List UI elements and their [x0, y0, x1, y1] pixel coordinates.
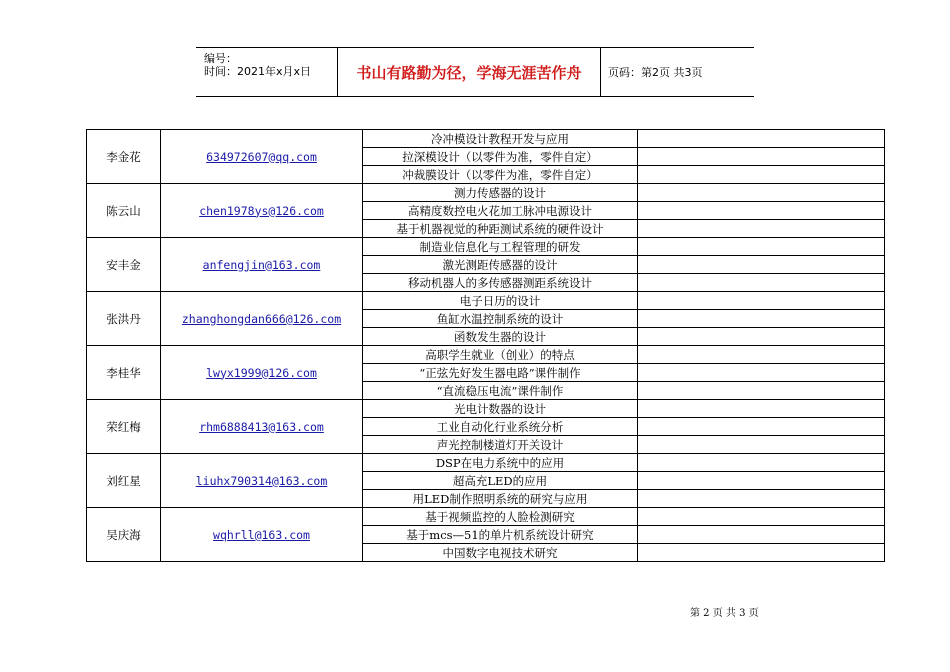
- blank-cell: [638, 346, 885, 364]
- table-row: [87, 238, 885, 256]
- topic-cell: 基于mcs—51的单片机系统设计研究: [363, 526, 638, 544]
- page-label: 页码：第2页 共3页: [608, 66, 703, 79]
- topic-cell: 高精度数控电火花加工脉冲电源设计: [363, 202, 638, 220]
- email-link[interactable]: 634972607@qq.com: [206, 149, 317, 164]
- blank-cell: [638, 526, 885, 544]
- advisor-email-cell: [161, 400, 363, 454]
- advisor-name: 吴庆海: [87, 508, 161, 562]
- topic-cell: 拉深模设计（以零件为准，零件自定）: [363, 148, 638, 166]
- blank-cell: [638, 292, 885, 310]
- blank-cell: [638, 490, 885, 508]
- blank-cell: [638, 382, 885, 400]
- blank-cell: [638, 508, 885, 526]
- topic-cell: 激光测距传感器的设计: [363, 256, 638, 274]
- advisor-email-cell: [161, 454, 363, 508]
- advisor-topic-table: [86, 129, 885, 562]
- topic-cell: 用LED制作照明系统的研究与应用: [363, 490, 638, 508]
- blank-cell: [638, 472, 885, 490]
- advisor-name: 陈云山: [87, 184, 161, 238]
- advisor-name: 张洪丹: [87, 292, 161, 346]
- blank-cell: [638, 454, 885, 472]
- email-link[interactable]: zhanghongdan666@126.com: [181, 311, 342, 326]
- blank-cell: [638, 400, 885, 418]
- motto: 书山有路勤为径，学海无涯苦作舟: [338, 48, 601, 96]
- topic-cell: 冷冲模设计教程开发与应用: [363, 130, 638, 148]
- advisor-name: 安丰金: [87, 238, 161, 292]
- email-link[interactable]: chen1978ys@126.com: [199, 203, 324, 218]
- blank-cell: [638, 328, 885, 346]
- table-row: [87, 400, 885, 418]
- topic-cell: 声光控制楼道灯开关设计: [363, 436, 638, 454]
- topic-cell: 测力传感器的设计: [363, 184, 638, 202]
- email-link[interactable]: rhm6888413@163.com: [199, 419, 324, 434]
- topic-cell: 鱼缸水温控制系统的设计: [363, 310, 638, 328]
- table-row: [87, 184, 885, 202]
- blank-cell: [638, 184, 885, 202]
- table-row: [87, 130, 885, 148]
- advisor-name: 李金花: [87, 130, 161, 184]
- header-info: [196, 48, 338, 96]
- time-label: 时间：2021年x月x日: [204, 65, 312, 78]
- blank-cell: [638, 436, 885, 454]
- blank-cell: [638, 166, 885, 184]
- table-row: [87, 454, 885, 472]
- topic-cell: “正弦先好发生器电路”课件制作: [363, 364, 638, 382]
- topic-cell: 高职学生就业（创业）的特点: [363, 346, 638, 364]
- topic-cell: 移动机器人的多传感器测距系统设计: [363, 274, 638, 292]
- page-footer: 第 2 页 共 3 页: [690, 608, 759, 619]
- topic-cell: 工业自动化行业系统分析: [363, 418, 638, 436]
- email-link[interactable]: anfengjin@163.com: [202, 257, 321, 272]
- topic-cell: 电子日历的设计: [363, 292, 638, 310]
- email-link[interactable]: liuhx790314@163.com: [195, 473, 328, 488]
- blank-cell: [638, 238, 885, 256]
- topic-cell: 基于视频监控的人脸检测研究: [363, 508, 638, 526]
- advisor-name: 李桂华: [87, 346, 161, 400]
- topic-cell: 冲裁膜设计（以零件为准，零件自定）: [363, 166, 638, 184]
- email-link[interactable]: wqhrll@163.com: [213, 527, 310, 542]
- blank-cell: [638, 364, 885, 382]
- email-link[interactable]: lwyx1999@126.com: [206, 365, 317, 380]
- advisor-name: 荣红梅: [87, 400, 161, 454]
- advisor-email-cell: [161, 346, 363, 400]
- blank-cell: [638, 256, 885, 274]
- number-label: 编号：: [204, 52, 237, 65]
- topic-cell: DSP在电力系统中的应用: [363, 454, 638, 472]
- blank-cell: [638, 544, 885, 562]
- blank-cell: [638, 274, 885, 292]
- blank-cell: [638, 130, 885, 148]
- blank-cell: [638, 202, 885, 220]
- advisor-email-cell: [161, 238, 363, 292]
- blank-cell: [638, 148, 885, 166]
- page-header: [196, 47, 754, 97]
- advisor-email-cell: [161, 508, 363, 562]
- topic-cell: “直流稳压电流”课件制作: [363, 382, 638, 400]
- table-row: [87, 508, 885, 526]
- advisor-email-cell: [161, 184, 363, 238]
- blank-cell: [638, 418, 885, 436]
- advisor-email-cell: [161, 292, 363, 346]
- topic-cell: 函数发生器的设计: [363, 328, 638, 346]
- topic-cell: 基于机器视觉的种距测试系统的硬件设计: [363, 220, 638, 238]
- topic-cell: 中国数字电视技术研究: [363, 544, 638, 562]
- topic-cell: 光电计数器的设计: [363, 400, 638, 418]
- topic-cell: 制造业信息化与工程管理的研发: [363, 238, 638, 256]
- advisor-email-cell: [161, 130, 363, 184]
- blank-cell: [638, 220, 885, 238]
- advisor-name: 刘红星: [87, 454, 161, 508]
- topic-cell: 超高充LED的应用: [363, 472, 638, 490]
- blank-cell: [638, 310, 885, 328]
- table-row: [87, 292, 885, 310]
- table-row: [87, 346, 885, 364]
